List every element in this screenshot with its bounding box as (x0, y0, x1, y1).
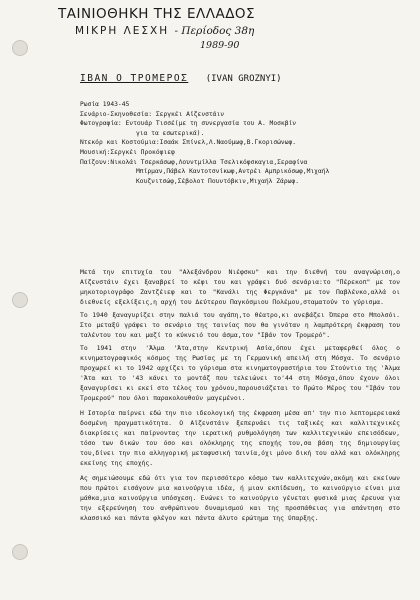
credit-music: Μουσική:Σεργκέι Προκόφιεφ (80, 148, 175, 156)
paragraph-note: Ας σημειώσουμε εδώ ότι για τον περισσότερο κόσμο των καλλιτεχνών,ακόμη και εκείνων που πρώτοι εισάγουν μια καινούργια ιδέα, ή μιαν εκπίδευση, το καινούργιο είναι μια μάθκα,μια καινούργια υπόσχεση. Ενώνει το καινούργιο γένεται φυσικά μιας έρευνα για την εξερεύνηση του ανθρώπινου δυναμισμού και της προσπάθειας για απάντηση στο κλασσικό και πάντα φλέγον και πάντα άλυτο ερώτημα της ύπαρξης. (80, 474, 400, 522)
screening-line (75, 25, 254, 37)
document-body (80, 267, 400, 526)
paragraph-1940: Το 1940 ξαναγυρίζει στην παλιά του αγάπη,το θέατρο,κι ανεβάζει Όπερα στο Μπολσόι. Στο μεταξύ γράφει το σενάριο της ταινίας που θα γινόταν η λαμπρότερη έκφραση του ταλέντου του και μαζί το κύκνειό του άσμα,τον "Ιβάν τον Τρομερό". (80, 311, 400, 339)
document-header (58, 6, 288, 22)
punch-hole-top (12, 40, 28, 56)
credit-country-year: Ρωσία 1943-45 (80, 101, 130, 108)
credit-design: Ντεκόρ και Κοστούμια:Ισαάκ Σπίνελ,Λ.Ναούμωφ,Β.Γκορισώνωφ. (80, 139, 297, 147)
credit-cast-cont-2: Κουζνιτσώφ,Σέβολοτ Πουντόβκιν,Μιχαήλ Ζάρωφ. (136, 177, 300, 185)
credit-cast-cont-1: Μπίρμαν,Πάβελ Καντοτσνίκωφ,Αντρέι Αμπρικόσωφ,Μιχαήλ (136, 168, 330, 176)
punch-holes (12, 0, 28, 600)
punch-hole-bottom (12, 544, 28, 560)
credit-cast: Παίζουν:Νικολάι Τσερκάσωφ,Λουντμίλλα Τσελικόφσκαγια,Σεραφίνα (80, 158, 308, 166)
credit-director: Σενάριο-Σκηνοθεσία: Σεργκέι Αϊζενστάιν (80, 110, 225, 118)
paragraph-history: Η Ιστορία παίρνει εδώ την πιο ιδεολογική της έκφραση μέσα απ' την πιο λεπτομερειακά δοσμένη πραγματικότητα. Ο Αϊζενστάιν ξεπερνάει τις ταξικές και καλλιτεχνικές διακρίσεις και παίρνοντας την ιερατική ρυθμολόγηση των καλλιτεχνικών επεισόδεων, τόσο των δικών του όσο και ολόκληρης της εποχής του,σα βάση της δημιουργίας του,δίνει την πιο αλληγορική μεταφυσική ταινία,όχι μόνο δική του αλλά και ολόκληρης εκείνης της εποχής. (80, 409, 400, 467)
film-title-row (80, 73, 380, 93)
season-year-handwritten: 1989-90 (200, 40, 240, 51)
credits-block (80, 100, 410, 186)
archive-name: ΤΑΙΝΙΟΘΗΚΗ ΤΗΣ ΕΛΛΑΔΟΣ (58, 6, 256, 22)
paragraph-1941: Το 1941 στην 'Άλμα 'Άτα,στην Κεντρική Ασία,όπου έχει μεταφερθεί όλος ο κινηματογραφικός κόσμος της Ρωσίας με τη Γερμανική απειλή στη Μόσχα. Το σενάριο προχωρεί κι το 1942 αρχίζει το γύρισμα στα κινηματογραστήρια του Στούντιο της 'Άλμα 'Άτα και το '43 κάνει το μοντάζ που τελειώνει το'44 στη Μόσχα,όπου έχουν όλοι ξαναγυρίσει κι εκεί στο τέλος του χρόνου,παρουσιάζεται το Πρώτο Μέρος του "Ιβάν του Τρομερού" που όλοι παρακολουθούν μαγεμένοι. (80, 344, 400, 402)
film-title: ΙΒΑΝ Ο ΤΡΟΜΕΡΟΣ (80, 73, 189, 84)
film-original-title: (IVAN GROZNYI) (205, 74, 282, 84)
paragraph-intro: Μετά την επιτυχία του "Αλεξάνδρου Νιέφσκυ" και την διεθνή του αναγνώριση,ο Αϊζενστάιν έχει ξαναβρεί το κέφι του και γράφει δυό σενάρια:το "Πέρεκοπ" με τον μηκοτοριογράφο Ζαντζέιεφ και το "Κανάλι της Φεργκάνα" με τον Παβλένκο,αλλά οι διεθνείς εξελίξεις,η αρχή του Δεύτερου Παγκόσμιου Πολέμου,σταματούν το γύρισμα. (80, 268, 400, 306)
period-handwritten: - Περίοδος 38η (174, 25, 255, 37)
punch-hole-middle (12, 292, 28, 308)
club-name: ΜΙΚΡΗ ΛΕΣΧΗ (75, 25, 170, 37)
credit-photography: Φωτογραφία: Εντουάρ Τισσέ(με τη συνεργασία του Α. Μοσκβίν (80, 120, 297, 128)
credit-photography-cont: για τα εσωτερικά). (136, 129, 205, 137)
